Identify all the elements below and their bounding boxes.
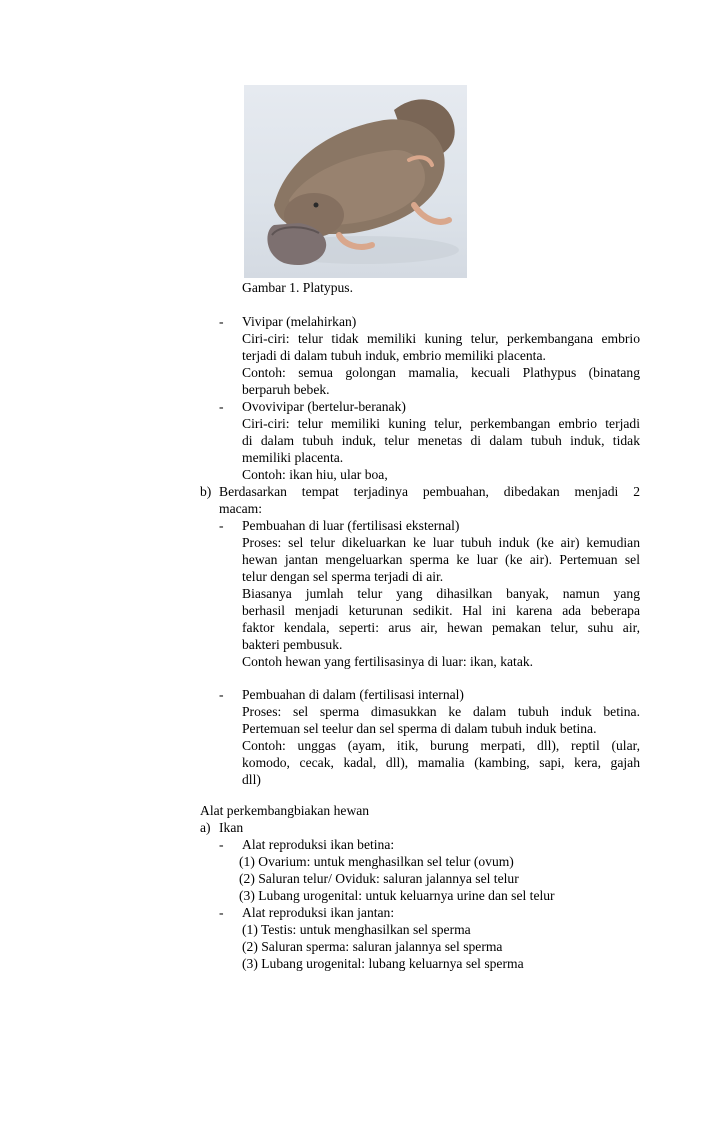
dalam-contoh-line: komodo, cecak, kadal, dll), mamalia (kambing, sapi, kera, gajah bbox=[242, 755, 640, 770]
jantan-title: Alat reproduksi ikan jantan: bbox=[242, 905, 395, 920]
section-b-title: macam: bbox=[219, 501, 263, 516]
dalam-proses-line: Proses: sel sperma dimasukkan ke dalam tubuh induk betina. bbox=[242, 704, 640, 719]
vivipar-contoh-line: berparuh bebek. bbox=[242, 382, 330, 397]
figure-caption: Gambar 1. Platypus. bbox=[242, 280, 354, 295]
section-b-marker: b) bbox=[200, 484, 212, 499]
luar-proses-line: Proses: sel telur dikeluarkan ke luar tubuh induk (ke air) kemudian bbox=[242, 535, 640, 550]
dalam-proses-line: Pertemuan sel teelur dan sel sperma di dalam tubuh induk betina. bbox=[242, 721, 597, 736]
bullet-dash: - bbox=[219, 837, 224, 852]
luar-proses-line: hewan jantan mengeluarkan sperma ke luar (ke air). Pertemuan sel bbox=[242, 552, 640, 567]
ovovivipar-ciri-line: di dalam tubuh induk, telur menetas di dalam tubuh induk, tidak bbox=[242, 433, 640, 448]
betina-title: Alat reproduksi ikan betina: bbox=[242, 837, 395, 852]
ikan-marker: a) bbox=[200, 820, 211, 835]
dalam-title: Pembuahan di dalam (fertilisasi internal) bbox=[242, 687, 464, 702]
ovovivipar-ciri-line: memiliki placenta. bbox=[242, 450, 344, 465]
jantan-item: (2) Saluran sperma: saluran jalannya sel sperma bbox=[242, 939, 503, 954]
jantan-item: (1) Testis: untuk menghasilkan sel sperma bbox=[242, 922, 471, 937]
luar-biasanya-line: Biasanya jumlah telur yang dihasilkan banyak, namun yang bbox=[242, 586, 640, 601]
dalam-contoh-line: Contoh: unggas (ayam, itik, burung merpati, dll), reptil (ular, bbox=[242, 738, 640, 753]
ikan-title: Ikan bbox=[219, 820, 244, 835]
vivipar-title: Vivipar (melahirkan) bbox=[242, 314, 357, 329]
luar-proses-line: telur dengan sel sperma terjadi di air. bbox=[242, 569, 444, 584]
alat-heading: Alat perkembangbiakan hewan bbox=[200, 803, 370, 818]
dalam-contoh-line: dll) bbox=[242, 772, 261, 787]
luar-title: Pembuahan di luar (fertilisasi eksternal) bbox=[242, 518, 460, 533]
platypus-photo bbox=[244, 85, 467, 278]
luar-biasanya-line: berhasil menjadi keturunan sedikit. Hal ini karena ada beberapa bbox=[242, 603, 640, 618]
betina-item: (3) Lubang urogenital: untuk keluarnya urine dan sel telur bbox=[239, 888, 555, 903]
betina-item: (2) Saluran telur/ Oviduk: saluran jalannya sel telur bbox=[239, 871, 519, 886]
luar-contoh: Contoh hewan yang fertilisasinya di luar: ikan, katak. bbox=[242, 654, 534, 669]
section-b-title: Berdasarkan tempat terjadinya pembuahan, dibedakan menjadi 2 bbox=[219, 484, 640, 499]
bullet-dash: - bbox=[219, 687, 224, 702]
vivipar-contoh-line: Contoh: semua golongan mamalia, kecuali Plathypus (binatang bbox=[242, 365, 640, 380]
luar-biasanya-line: bakteri pembusuk. bbox=[242, 637, 343, 652]
vivipar-ciri-line: terjadi di dalam tubuh induk, embrio memiliki placenta. bbox=[242, 348, 546, 363]
bullet-dash: - bbox=[219, 399, 224, 414]
ovovivipar-ciri-line: Ciri-ciri: telur memiliki kuning telur, perkembangan embrio terjadi bbox=[242, 416, 640, 431]
ovovivipar-contoh: Contoh: ikan hiu, ular boa, bbox=[242, 467, 388, 482]
ovovivipar-title: Ovovivipar (bertelur-beranak) bbox=[242, 399, 406, 414]
vivipar-ciri-line: Ciri-ciri: telur tidak memiliki kuning telur, perkembangana embrio bbox=[242, 331, 640, 346]
jantan-item: (3) Lubang urogenital: lubang keluarnya sel sperma bbox=[242, 956, 524, 971]
bullet-dash: - bbox=[219, 518, 224, 533]
bullet-dash: - bbox=[219, 905, 224, 920]
betina-item: (1) Ovarium: untuk menghasilkan sel telur (ovum) bbox=[239, 854, 514, 869]
bullet-dash: - bbox=[219, 314, 224, 329]
luar-biasanya-line: faktor kendala, seperti: arus air, hewan pemakan telur, suhu air, bbox=[242, 620, 640, 635]
platypus-illustration bbox=[244, 85, 467, 278]
